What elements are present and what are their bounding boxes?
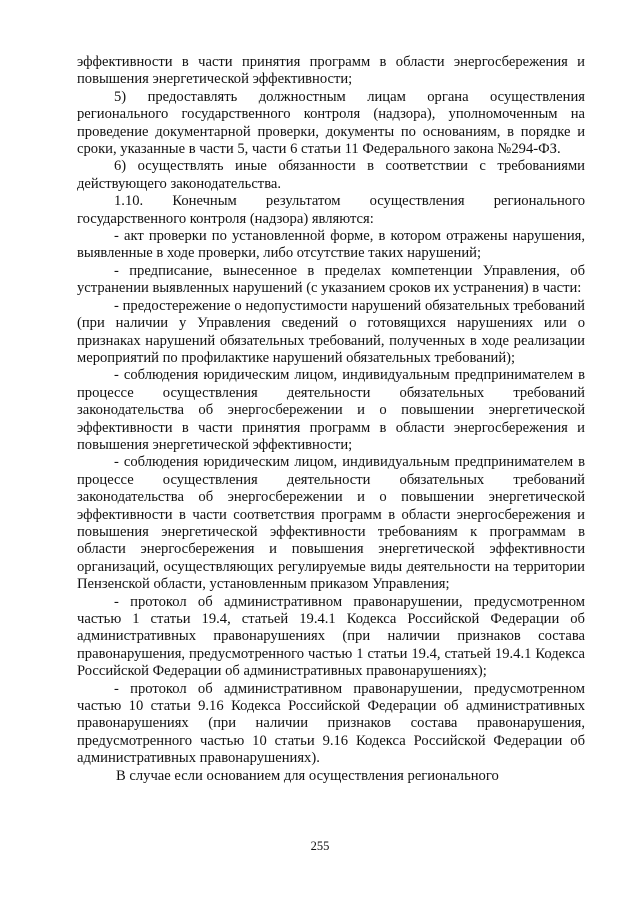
paragraph-order: - предписание, вынесенное в пределах компетенции Управления, об устранении выявленных нарушений (с указанием сроков их устранения) в части: (77, 262, 585, 297)
paragraph-warning: - предостережение о недопустимости нарушений обязательных требований (при наличии у Управления сведений о готовящихся нарушениях или о признаках нарушений обязательных требований, полученных в ходе реализации мероприятий по профилактике нарушений обязательных требований); (77, 297, 585, 366)
paragraph-section-1-10: 1.10. Конечным результатом осуществления регионального государственного контроля (надзора) являются: (77, 193, 585, 227)
paragraph-protocol-19-4: - протокол об административном правонарушении, предусмотренном частью 1 статьи 19.4, статьей 19.4.1 Кодекса Российской Федерации об административных правонарушениях (при наличии признаков состава правонарушения, предусмотренного частью 1 статьи 19.4, статьей 19.4.1 Кодекса Российской Федерации об административных правонарушениях); (77, 593, 585, 680)
paragraph-inspection-act: - акт проверки по установленной форме, в котором отражены нарушения, выявленные в ходе проверки, либо отсутствие таких нарушений; (77, 228, 585, 262)
page-number: 255 (310, 839, 330, 853)
paragraph-item-6: 6) осуществлять иные обязанности в соответствии с требованиями действующего законодательства. (77, 158, 585, 192)
paragraph-compliance-adoption: - соблюдения юридическим лицом, индивидуальным предпринимателем в процессе осуществления деятельности обязательных требований законодательства об энергосбережении и о повышении энергетической эффективности в части принятия программ в области энергосбережения и повышения энергетической эффективности; (77, 367, 585, 453)
paragraph-continuation: эффективности в части принятия программ в области энергосбережения и повышения энергетической эффективности; (77, 54, 585, 88)
paragraph-protocol-9-16: - протокол об административном правонарушении, предусмотренном частью 10 статьи 9.16 Кодекса Российской Федерации об административных правонарушениях (при наличии признаков состава правонарушения, предусмотренного частью 10 статьи 9.16 Кодекса Российской Федерации об административных правонарушениях). (77, 680, 585, 767)
paragraph-item-5: 5) предоставлять должностным лицам органа осуществления регионального государственного контроля (надзора), уполномоченным на проведение документарной проверки, документы по основаниям, в порядке и сроки, указанные в части 5, части 6 статьи 11 Федерального закона №294-ФЗ. (77, 88, 585, 158)
paragraph-compliance-conformity: - соблюдения юридическим лицом, индивидуальным предпринимателем в процессе осуществления деятельности обязательных требований законодательства об энергосбережении и о повышении энергетической эффективности в части соответствия программ в области энергосбережения и повышения энергетической эффективности требованиям к программам в области энергосбережения и повышения энергетической эффективности организаций, осуществляющих регулируемые виды деятельности на территории Пензенской области, установленным приказом Управления; (77, 454, 585, 593)
paragraph-final: В случае если основанием для осуществления регионального (116, 767, 499, 784)
body-text (77, 54, 585, 785)
